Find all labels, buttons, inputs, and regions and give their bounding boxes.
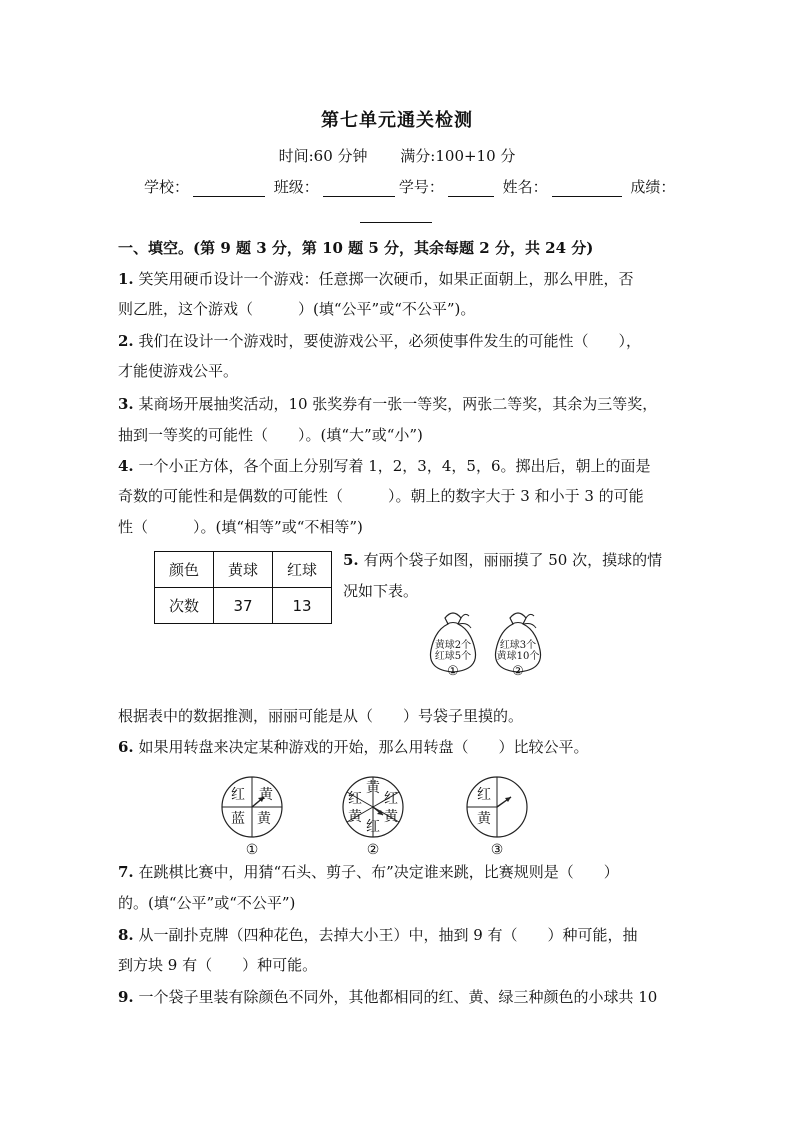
q4-line3: 性（ ）。(填“相等”或“不相等”) — [118, 518, 363, 536]
q7-line2: 的。(填“公平”或“不公平”) — [118, 894, 296, 912]
q1-text-1: 笑笑用硬币设计一个游戏：任意掷一次硬币，如果正面朝上，那么甲胜，否 — [138, 270, 634, 288]
spinner-2-lower-right: 黄 — [384, 809, 398, 825]
q6 — [118, 737, 688, 757]
q7-number: 7. — [118, 863, 134, 881]
q3-text-1: 某商场开展抽奖活动，10 张奖券有一张一等奖，两张二等奖，其余为三等奖， — [138, 395, 658, 413]
q7-text-1: 在跳棋比赛中，用猜“石头、剪子、布”决定谁来跳，比赛规则是（ ） — [138, 863, 619, 881]
number-field[interactable] — [448, 181, 494, 197]
ball-count-table — [154, 551, 332, 624]
spinner-2-upper-left: 红 — [348, 791, 362, 807]
q1 — [118, 269, 688, 289]
bag-2-label: ② — [512, 664, 524, 679]
spinner-2-lower-left: 黄 — [348, 809, 362, 825]
table-row — [155, 588, 332, 624]
time-limit: 时间:60 分钟 — [278, 147, 368, 165]
section-heading: 一、填空。(第 9 题 3 分，第 10 题 5 分，其余每题 2 分，共 24 分) — [118, 239, 594, 257]
table-cell: 黄球 — [214, 552, 273, 588]
q5-text-1: 有两个袋子如图，丽丽摸了 50 次，摸球的情 — [363, 551, 663, 569]
bag-1-line2: 红球5个 — [434, 651, 472, 662]
class-field[interactable] — [323, 181, 395, 197]
q5-number: 5. — [343, 551, 359, 569]
result-label: 成绩： — [630, 178, 676, 196]
table-cell: 颜色 — [155, 552, 214, 588]
spinner-2-bottom: 红 — [366, 819, 380, 835]
spinner-3-bottom: 黄 — [477, 811, 491, 827]
q9-text-1: 一个袋子里装有除颜色不同外，其他都相同的红、黄、绿三种颜色的小球共 10 — [138, 988, 658, 1006]
q9 — [118, 987, 688, 1007]
q3-line2: 抽到一等奖的可能性（ ）。(填“大”或“小”) — [118, 426, 423, 444]
table-cell: 次数 — [155, 588, 214, 624]
spinner-1-bottom-left: 蓝 — [231, 811, 245, 827]
q5-line3: 根据表中的数据推测，丽丽可能是从（ ）号袋子里摸的。 — [118, 707, 524, 725]
q4-number: 4. — [118, 457, 134, 475]
spinner-3-label: ③ — [490, 842, 504, 858]
q6-number: 6. — [118, 738, 134, 756]
name-label: 姓名： — [502, 178, 548, 196]
q2 — [118, 331, 688, 351]
q6-text-1: 如果用转盘来决定某种游戏的开始，那么用转盘（ ）比较公平。 — [138, 738, 589, 756]
school-label: 学校： — [144, 178, 190, 196]
class-label: 班级： — [273, 178, 319, 196]
q4-line2: 奇数的可能性和是偶数的可能性（ ）。朝上的数字大于 3 和小于 3 的可能 — [118, 487, 644, 505]
spinner-1-top-right: 黄 — [259, 787, 273, 803]
q3-number: 3. — [118, 395, 134, 413]
school-field[interactable] — [193, 181, 265, 197]
full-score: 满分:100+10 分 — [400, 147, 516, 165]
bag-2-line1: 红球3个 — [499, 640, 537, 651]
table-cell: 红球 — [273, 552, 332, 588]
bag-1-line1: 黄球2个 — [434, 640, 472, 651]
spinner-1-label: ① — [245, 842, 259, 858]
bag-1-label: ① — [447, 664, 459, 679]
bag-1-text — [431, 640, 475, 662]
q2-line2: 才能使游戏公平。 — [118, 362, 239, 380]
q9-number: 9. — [118, 988, 134, 1006]
number-label: 学号： — [398, 178, 444, 196]
spinner-1-bottom-right: 黄 — [257, 811, 271, 827]
table-cell: 13 — [273, 588, 332, 624]
table-header-row — [155, 552, 332, 588]
q4 — [118, 456, 688, 476]
q2-text-1: 我们在设计一个游戏时，要使游戏公平，必须使事件发生的可能性（ ）， — [138, 332, 641, 350]
spinner-2-label: ② — [366, 842, 380, 858]
q7 — [118, 862, 688, 882]
q2-number: 2. — [118, 332, 134, 350]
spinner-1-top-left: 红 — [231, 787, 245, 803]
q5 — [343, 550, 683, 570]
q8-text-1: 从一副扑克牌（四种花色，去掉大小王）中，抽到 9 有（ ）种可能，抽 — [138, 926, 638, 944]
bag-2-line2: 黄球10个 — [496, 651, 540, 662]
q4-text-1: 一个小正方体，各个面上分别写着 1，2，3，4，5，6。掷出后，朝上的面是 — [138, 457, 651, 475]
name-field[interactable] — [552, 181, 622, 197]
result-field[interactable] — [360, 206, 432, 223]
q1-line2: 则乙胜，这个游戏（ ）(填“公平”或“不公平”)。 — [118, 300, 476, 318]
exam-meta — [0, 145, 794, 166]
student-info — [144, 176, 684, 197]
q8-line2: 到方块 9 有（ ）种可能。 — [118, 956, 318, 974]
q8 — [118, 925, 688, 945]
bag-2-text — [494, 640, 542, 662]
spinner-3-top: 红 — [477, 787, 491, 803]
q8-number: 8. — [118, 926, 134, 944]
q1-number: 1. — [118, 270, 134, 288]
spinner-2-top: 黄 — [366, 780, 380, 796]
page-title: 第七单元通关检测 — [321, 110, 473, 131]
q3 — [118, 394, 688, 414]
spinner-2-upper-right: 红 — [384, 791, 398, 807]
q5-line2: 况如下表。 — [343, 582, 419, 600]
table-cell: 37 — [214, 588, 273, 624]
